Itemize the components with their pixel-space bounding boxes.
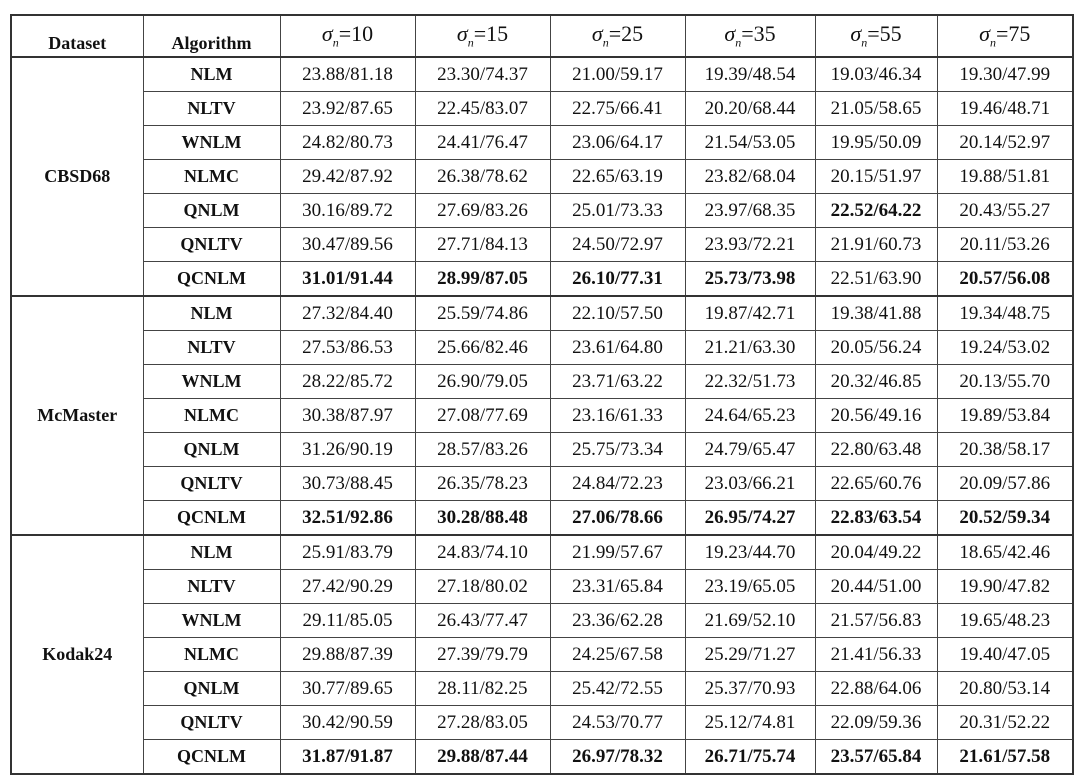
sigma-subscript: n: [332, 35, 339, 50]
psnr-ssim-cell: 18.65/42.46: [937, 535, 1073, 570]
algorithm-cell: QNLTV: [143, 467, 280, 501]
psnr-ssim-cell: 27.32/84.40: [280, 296, 415, 331]
algorithm-cell: WNLM: [143, 604, 280, 638]
psnr-ssim-cell: 20.05/56.24: [815, 331, 937, 365]
psnr-ssim-cell: 22.75/66.41: [550, 92, 685, 126]
dataset-cell: Kodak24: [11, 535, 143, 774]
psnr-ssim-cell: 26.38/78.62: [415, 160, 550, 194]
psnr-ssim-cell: 22.51/63.90: [815, 262, 937, 297]
psnr-ssim-cell: 20.09/57.86: [937, 467, 1073, 501]
psnr-ssim-cell: 23.16/61.33: [550, 399, 685, 433]
algorithm-cell: NLM: [143, 535, 280, 570]
algorithm-cell: WNLM: [143, 126, 280, 160]
noise-level-value: 25: [621, 21, 644, 47]
psnr-ssim-cell: 26.90/79.05: [415, 365, 550, 399]
noise-level-header: [550, 15, 685, 57]
psnr-ssim-cell: 30.28/88.48: [415, 501, 550, 536]
table-row: [11, 92, 1073, 126]
psnr-ssim-cell: 30.77/89.65: [280, 672, 415, 706]
psnr-ssim-cell: 29.88/87.39: [280, 638, 415, 672]
table-row: [11, 467, 1073, 501]
psnr-ssim-cell: 23.57/65.84: [815, 740, 937, 775]
sigma-symbol: σ: [321, 21, 333, 47]
algorithm-cell: NLTV: [143, 570, 280, 604]
psnr-ssim-cell: 26.35/78.23: [415, 467, 550, 501]
table-row: [11, 535, 1073, 570]
psnr-ssim-cell: 30.38/87.97: [280, 399, 415, 433]
equals-sign: =: [867, 21, 880, 47]
psnr-ssim-cell: 20.57/56.08: [937, 262, 1073, 297]
table-row: [11, 296, 1073, 331]
psnr-ssim-cell: 19.88/51.81: [937, 160, 1073, 194]
algorithm-cell: NLM: [143, 296, 280, 331]
psnr-ssim-cell: 26.43/77.47: [415, 604, 550, 638]
algorithm-cell: QCNLM: [143, 740, 280, 775]
psnr-ssim-cell: 19.87/42.71: [685, 296, 815, 331]
psnr-ssim-cell: 21.69/52.10: [685, 604, 815, 638]
table-row: [11, 706, 1073, 740]
psnr-ssim-cell: 25.37/70.93: [685, 672, 815, 706]
equals-sign: =: [473, 21, 487, 47]
noise-level-value: 75: [1008, 21, 1031, 47]
psnr-ssim-cell: 22.09/59.36: [815, 706, 937, 740]
psnr-ssim-cell: 27.39/79.79: [415, 638, 550, 672]
psnr-ssim-cell: 23.30/74.37: [415, 57, 550, 92]
psnr-ssim-cell: 23.61/64.80: [550, 331, 685, 365]
psnr-ssim-cell: 25.75/73.34: [550, 433, 685, 467]
dataset-cell: McMaster: [11, 296, 143, 535]
algorithm-header: Algorithm: [143, 15, 280, 57]
psnr-ssim-cell: 31.87/91.87: [280, 740, 415, 775]
psnr-ssim-cell: 27.42/90.29: [280, 570, 415, 604]
psnr-ssim-cell: 29.11/85.05: [280, 604, 415, 638]
psnr-ssim-cell: 27.53/86.53: [280, 331, 415, 365]
psnr-ssim-cell: 23.88/81.18: [280, 57, 415, 92]
equals-sign: =: [995, 21, 1009, 47]
algorithm-cell: QCNLM: [143, 501, 280, 536]
noise-level-value: 35: [753, 21, 776, 47]
psnr-ssim-cell: 27.18/80.02: [415, 570, 550, 604]
table-row: [11, 501, 1073, 536]
psnr-ssim-cell: 23.71/63.22: [550, 365, 685, 399]
sigma-symbol: σ: [724, 21, 736, 47]
psnr-ssim-cell: 20.38/58.17: [937, 433, 1073, 467]
equals-sign: =: [608, 21, 622, 47]
psnr-ssim-cell: 27.69/83.26: [415, 194, 550, 228]
psnr-ssim-cell: 25.01/73.33: [550, 194, 685, 228]
psnr-ssim-cell: 19.39/48.54: [685, 57, 815, 92]
psnr-ssim-cell: 27.08/77.69: [415, 399, 550, 433]
table-row: [11, 433, 1073, 467]
psnr-ssim-cell: 30.73/88.45: [280, 467, 415, 501]
psnr-ssim-cell: 19.23/44.70: [685, 535, 815, 570]
psnr-ssim-cell: 24.79/65.47: [685, 433, 815, 467]
psnr-ssim-cell: 22.88/64.06: [815, 672, 937, 706]
table-row: [11, 365, 1073, 399]
psnr-ssim-cell: 22.52/64.22: [815, 194, 937, 228]
psnr-ssim-cell: 27.06/78.66: [550, 501, 685, 536]
table-row: [11, 126, 1073, 160]
psnr-ssim-cell: 31.26/90.19: [280, 433, 415, 467]
psnr-ssim-cell: 27.71/84.13: [415, 228, 550, 262]
sigma-subscript: n: [735, 35, 742, 50]
algorithm-cell: NLM: [143, 57, 280, 92]
psnr-ssim-cell: 20.11/53.26: [937, 228, 1073, 262]
psnr-ssim-cell: 26.71/75.74: [685, 740, 815, 775]
sigma-symbol: σ: [850, 21, 862, 47]
psnr-ssim-cell: 24.53/70.77: [550, 706, 685, 740]
algorithm-cell: QNLTV: [143, 228, 280, 262]
psnr-ssim-cell: 26.97/78.32: [550, 740, 685, 775]
algorithm-cell: QNLM: [143, 194, 280, 228]
sigma-subscript: n: [602, 35, 609, 50]
psnr-ssim-cell: 30.47/89.56: [280, 228, 415, 262]
psnr-ssim-cell: 19.95/50.09: [815, 126, 937, 160]
psnr-ssim-cell: 24.82/80.73: [280, 126, 415, 160]
noise-level-header: [815, 15, 937, 57]
algorithm-cell: QNLM: [143, 433, 280, 467]
psnr-ssim-cell: 24.50/72.97: [550, 228, 685, 262]
psnr-ssim-cell: 24.25/67.58: [550, 638, 685, 672]
psnr-ssim-cell: 19.30/47.99: [937, 57, 1073, 92]
algorithm-cell: WNLM: [143, 365, 280, 399]
psnr-ssim-cell: 29.88/87.44: [415, 740, 550, 775]
equals-sign: =: [741, 21, 754, 47]
psnr-ssim-cell: 23.92/87.65: [280, 92, 415, 126]
dataset-cell: CBSD68: [11, 57, 143, 296]
psnr-ssim-cell: 23.31/65.84: [550, 570, 685, 604]
noise-level-header: [685, 15, 815, 57]
algorithm-cell: NLTV: [143, 331, 280, 365]
sigma-symbol: σ: [979, 21, 990, 47]
psnr-ssim-cell: 25.29/71.27: [685, 638, 815, 672]
table-row: [11, 638, 1073, 672]
dataset-header: Dataset: [11, 15, 143, 57]
psnr-ssim-cell: 22.65/63.19: [550, 160, 685, 194]
table-row: [11, 160, 1073, 194]
psnr-ssim-cell: 23.19/65.05: [685, 570, 815, 604]
psnr-ssim-cell: 22.83/63.54: [815, 501, 937, 536]
psnr-ssim-cell: 22.65/60.76: [815, 467, 937, 501]
psnr-ssim-cell: 20.44/51.00: [815, 570, 937, 604]
sigma-symbol: σ: [591, 21, 603, 47]
psnr-ssim-cell: 28.57/83.26: [415, 433, 550, 467]
psnr-ssim-cell: 29.42/87.92: [280, 160, 415, 194]
table-row: [11, 262, 1073, 297]
psnr-ssim-cell: 23.82/68.04: [685, 160, 815, 194]
psnr-ssim-cell: 20.52/59.34: [937, 501, 1073, 536]
psnr-ssim-cell: 22.80/63.48: [815, 433, 937, 467]
psnr-ssim-cell: 31.01/91.44: [280, 262, 415, 297]
psnr-ssim-cell: 24.83/74.10: [415, 535, 550, 570]
algorithm-cell: QCNLM: [143, 262, 280, 297]
noise-level-value: 10: [351, 21, 374, 47]
noise-level-header: [280, 15, 415, 57]
noise-level-value: 55: [879, 21, 902, 47]
table-row: [11, 228, 1073, 262]
psnr-ssim-cell: 20.13/55.70: [937, 365, 1073, 399]
noise-level-value: 15: [486, 21, 509, 47]
table-row: [11, 740, 1073, 775]
table-row: [11, 399, 1073, 433]
psnr-ssim-cell: 25.42/72.55: [550, 672, 685, 706]
psnr-ssim-cell: 28.99/87.05: [415, 262, 550, 297]
psnr-ssim-cell: 26.10/77.31: [550, 262, 685, 297]
table-row: [11, 57, 1073, 92]
psnr-ssim-cell: 30.42/90.59: [280, 706, 415, 740]
psnr-ssim-cell: 19.46/48.71: [937, 92, 1073, 126]
psnr-ssim-cell: 24.84/72.23: [550, 467, 685, 501]
psnr-ssim-cell: 32.51/92.86: [280, 501, 415, 536]
psnr-ssim-cell: 28.22/85.72: [280, 365, 415, 399]
sigma-symbol: σ: [456, 21, 468, 47]
noise-level-header: [415, 15, 550, 57]
algorithm-cell: QNLTV: [143, 706, 280, 740]
psnr-ssim-cell: 21.21/63.30: [685, 331, 815, 365]
table-row: [11, 672, 1073, 706]
psnr-ssim-cell: 19.89/53.84: [937, 399, 1073, 433]
psnr-ssim-cell: 19.38/41.88: [815, 296, 937, 331]
header-row: [11, 15, 1073, 57]
sigma-subscript: n: [861, 35, 868, 50]
table-row: [11, 194, 1073, 228]
psnr-ssim-cell: 20.43/55.27: [937, 194, 1073, 228]
psnr-ssim-cell: 20.14/52.97: [937, 126, 1073, 160]
psnr-ssim-cell: 21.99/57.67: [550, 535, 685, 570]
psnr-ssim-cell: 19.34/48.75: [937, 296, 1073, 331]
psnr-ssim-cell: 22.32/51.73: [685, 365, 815, 399]
psnr-ssim-cell: 19.65/48.23: [937, 604, 1073, 638]
sigma-subscript: n: [467, 35, 474, 50]
psnr-ssim-cell: 20.20/68.44: [685, 92, 815, 126]
psnr-ssim-cell: 23.36/62.28: [550, 604, 685, 638]
psnr-ssim-cell: 19.40/47.05: [937, 638, 1073, 672]
psnr-ssim-cell: 23.03/66.21: [685, 467, 815, 501]
psnr-ssim-cell: 21.00/59.17: [550, 57, 685, 92]
algorithm-cell: NLMC: [143, 638, 280, 672]
psnr-ssim-cell: 20.04/49.22: [815, 535, 937, 570]
psnr-ssim-cell: 21.54/53.05: [685, 126, 815, 160]
psnr-ssim-cell: 25.12/74.81: [685, 706, 815, 740]
psnr-ssim-cell: 19.90/47.82: [937, 570, 1073, 604]
psnr-ssim-cell: 26.95/74.27: [685, 501, 815, 536]
results-table: [10, 14, 1074, 775]
psnr-ssim-cell: 23.93/72.21: [685, 228, 815, 262]
psnr-ssim-cell: 21.05/58.65: [815, 92, 937, 126]
psnr-ssim-cell: 20.15/51.97: [815, 160, 937, 194]
psnr-ssim-cell: 22.45/83.07: [415, 92, 550, 126]
psnr-ssim-cell: 25.73/73.98: [685, 262, 815, 297]
psnr-ssim-cell: 25.59/74.86: [415, 296, 550, 331]
psnr-ssim-cell: 28.11/82.25: [415, 672, 550, 706]
algorithm-cell: NLMC: [143, 399, 280, 433]
equals-sign: =: [338, 21, 352, 47]
psnr-ssim-cell: 23.06/64.17: [550, 126, 685, 160]
noise-level-header: [937, 15, 1073, 57]
psnr-ssim-cell: 30.16/89.72: [280, 194, 415, 228]
psnr-ssim-cell: 21.61/57.58: [937, 740, 1073, 775]
psnr-ssim-cell: 19.03/46.34: [815, 57, 937, 92]
psnr-ssim-cell: 25.66/82.46: [415, 331, 550, 365]
psnr-ssim-cell: 20.56/49.16: [815, 399, 937, 433]
algorithm-cell: NLTV: [143, 92, 280, 126]
algorithm-cell: NLMC: [143, 160, 280, 194]
psnr-ssim-cell: 24.41/76.47: [415, 126, 550, 160]
psnr-ssim-cell: 20.32/46.85: [815, 365, 937, 399]
psnr-ssim-cell: 21.41/56.33: [815, 638, 937, 672]
table-row: [11, 331, 1073, 365]
psnr-ssim-cell: 23.97/68.35: [685, 194, 815, 228]
psnr-ssim-cell: 21.91/60.73: [815, 228, 937, 262]
sigma-subscript: n: [989, 35, 996, 50]
psnr-ssim-cell: 19.24/53.02: [937, 331, 1073, 365]
psnr-ssim-cell: 20.31/52.22: [937, 706, 1073, 740]
table-row: [11, 604, 1073, 638]
table-row: [11, 570, 1073, 604]
psnr-ssim-cell: 22.10/57.50: [550, 296, 685, 331]
psnr-ssim-cell: 21.57/56.83: [815, 604, 937, 638]
psnr-ssim-cell: 25.91/83.79: [280, 535, 415, 570]
psnr-ssim-cell: 20.80/53.14: [937, 672, 1073, 706]
psnr-ssim-cell: 27.28/83.05: [415, 706, 550, 740]
algorithm-cell: QNLM: [143, 672, 280, 706]
psnr-ssim-cell: 24.64/65.23: [685, 399, 815, 433]
